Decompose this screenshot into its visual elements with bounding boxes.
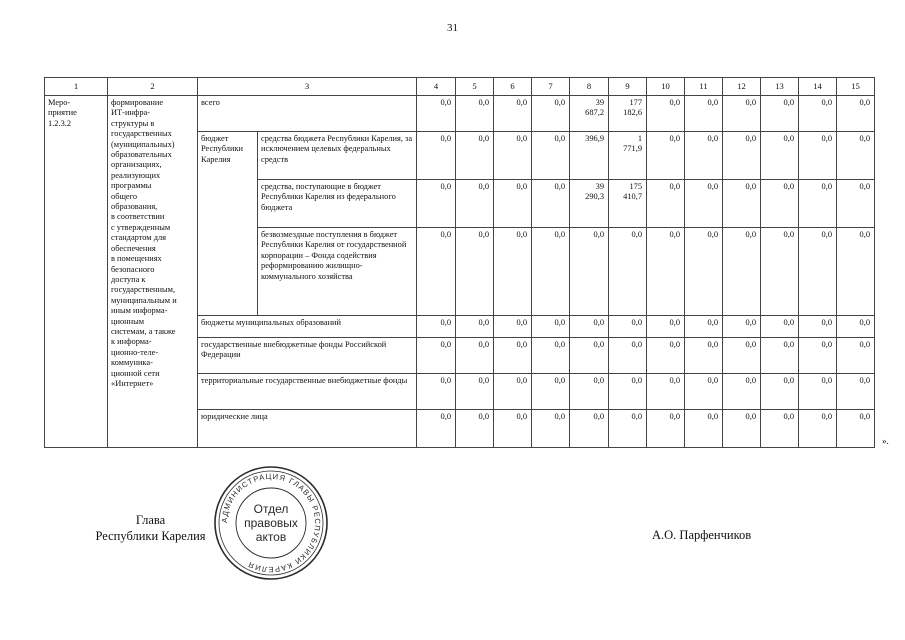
value-cell: 0,0 (799, 96, 837, 132)
value-cell: 0,0 (685, 132, 723, 180)
value-cell: 0,0 (532, 180, 570, 228)
value-cell: 0,0 (532, 338, 570, 374)
value-cell: 0,0 (799, 410, 837, 448)
value-cell: 0,0 (456, 132, 494, 180)
value-cell: 0,0 (647, 180, 685, 228)
budget-group-label: бюджет Республики Карелия (198, 132, 258, 316)
header-row (45, 78, 875, 96)
column-number: 7 (532, 78, 570, 96)
value-cell: 0,0 (570, 228, 609, 316)
value-cell: 0,0 (417, 132, 456, 180)
value-cell: 0,0 (456, 374, 494, 410)
column-number: 13 (761, 78, 799, 96)
value-cell: 0,0 (494, 96, 532, 132)
value-cell: 0,0 (609, 410, 647, 448)
value-cell: 0,0 (837, 316, 875, 338)
value-cell: 0,0 (723, 96, 761, 132)
value-cell: 0,0 (570, 410, 609, 448)
value-cell: 0,0 (494, 374, 532, 410)
value-cell: 0,0 (647, 338, 685, 374)
value-cell: 39 687,2 (570, 96, 609, 132)
table-row (45, 96, 875, 132)
value-cell: 0,0 (609, 338, 647, 374)
value-cell: 0,0 (837, 410, 875, 448)
funding-source-label: всего (198, 96, 417, 132)
funding-source-label: средства, поступающие в бюджет Республики Карелия из федерального бюджета (258, 180, 417, 228)
column-number: 9 (609, 78, 647, 96)
value-cell: 39 290,3 (570, 180, 609, 228)
funding-source-label: юридические лица (198, 410, 417, 448)
value-cell: 0,0 (609, 228, 647, 316)
value-cell: 0,0 (609, 316, 647, 338)
column-number: 14 (799, 78, 837, 96)
funding-source-label: территориальные государственные внебюджетные фонды (198, 374, 417, 410)
value-cell: 0,0 (761, 374, 799, 410)
column-number: 2 (108, 78, 198, 96)
value-cell: 0,0 (494, 132, 532, 180)
value-cell: 0,0 (723, 410, 761, 448)
value-cell: 0,0 (456, 96, 494, 132)
column-number: 10 (647, 78, 685, 96)
value-cell: 0,0 (456, 180, 494, 228)
value-cell: 0,0 (685, 410, 723, 448)
official-stamp (212, 464, 330, 582)
page-number: 31 (447, 22, 458, 34)
value-cell: 0,0 (456, 338, 494, 374)
value-cell: 0,0 (837, 228, 875, 316)
value-cell: 0,0 (723, 132, 761, 180)
value-cell: 0,0 (494, 410, 532, 448)
value-cell: 0,0 (456, 228, 494, 316)
stamp-center-line-2: правовых (244, 516, 298, 530)
value-cell: 177 182,6 (609, 96, 647, 132)
value-cell: 0,0 (494, 338, 532, 374)
value-cell: 0,0 (761, 180, 799, 228)
value-cell: 0,0 (417, 228, 456, 316)
value-cell: 0,0 (761, 96, 799, 132)
signature-title: Глава Республики Карелия (95, 513, 206, 543)
funding-source-label: средства бюджета Республики Карелия, за исключением целевых федеральных средств (258, 132, 417, 180)
value-cell: 0,0 (570, 374, 609, 410)
value-cell: 0,0 (685, 374, 723, 410)
value-cell: 0,0 (799, 180, 837, 228)
value-cell: 0,0 (685, 316, 723, 338)
value-cell: 0,0 (417, 316, 456, 338)
value-cell: 0,0 (532, 316, 570, 338)
value-cell: 0,0 (417, 96, 456, 132)
value-cell: 0,0 (837, 180, 875, 228)
value-cell: 0,0 (723, 338, 761, 374)
event-code: Меро- приятие 1.2.3.2 (45, 96, 108, 448)
column-number: 1 (45, 78, 108, 96)
value-cell: 0,0 (647, 316, 685, 338)
value-cell: 1 771,9 (609, 132, 647, 180)
value-cell: 0,0 (570, 338, 609, 374)
value-cell: 0,0 (685, 180, 723, 228)
value-cell: 0,0 (723, 180, 761, 228)
value-cell: 0,0 (837, 132, 875, 180)
value-cell: 0,0 (761, 132, 799, 180)
value-cell: 0,0 (494, 228, 532, 316)
table-body (45, 78, 875, 448)
value-cell: 0,0 (685, 96, 723, 132)
value-cell: 0,0 (647, 410, 685, 448)
value-cell: 0,0 (685, 228, 723, 316)
value-cell: 0,0 (532, 374, 570, 410)
value-cell: 0,0 (837, 374, 875, 410)
value-cell: 0,0 (417, 410, 456, 448)
value-cell: 0,0 (761, 338, 799, 374)
column-number: 3 (198, 78, 417, 96)
value-cell: 0,0 (494, 316, 532, 338)
funding-source-label: безвозмездные поступления в бюджет Республики Карелия от государственной корпорации – Фонда содействия реформированию жилищно-коммунального хозяйства (258, 228, 417, 316)
column-number: 11 (685, 78, 723, 96)
event-description: формирование ИТ-инфра- структуры в государственных (муниципальных) образовательных организациях, реализующих программы общего образования, в соответствии с утвержденным стандартом для обеспечения в помещениях безопасного доступа к государственным, муниципальным и иным информа- ционным системам, а также к информа- ционно-теле- коммуника- ционной сети «Интернет» (108, 96, 198, 448)
value-cell: 0,0 (723, 374, 761, 410)
stamp-center-line-1: Отдел (253, 502, 289, 516)
value-cell: 175 410,7 (609, 180, 647, 228)
value-cell: 0,0 (799, 228, 837, 316)
value-cell: 0,0 (647, 228, 685, 316)
funding-source-label: государственные внебюджетные фонды Российской Федерации (198, 338, 417, 374)
value-cell: 0,0 (570, 316, 609, 338)
value-cell: 0,0 (761, 316, 799, 338)
column-number: 6 (494, 78, 532, 96)
value-cell: 0,0 (417, 338, 456, 374)
stamp-center-line-3: актов (255, 530, 287, 544)
financing-table (44, 77, 875, 448)
value-cell: 0,0 (647, 374, 685, 410)
value-cell: 0,0 (456, 410, 494, 448)
column-number: 12 (723, 78, 761, 96)
value-cell: 0,0 (532, 228, 570, 316)
value-cell: 0,0 (723, 228, 761, 316)
value-cell: 0,0 (532, 96, 570, 132)
value-cell: 0,0 (609, 374, 647, 410)
value-cell: 0,0 (837, 338, 875, 374)
value-cell: 0,0 (837, 96, 875, 132)
value-cell: 0,0 (417, 374, 456, 410)
value-cell: 0,0 (761, 228, 799, 316)
value-cell: 0,0 (532, 132, 570, 180)
funding-source-label: бюджеты муниципальных образований (198, 316, 417, 338)
value-cell: 396,9 (570, 132, 609, 180)
closing-quote: ». (882, 436, 889, 446)
value-cell: 0,0 (685, 338, 723, 374)
value-cell: 0,0 (761, 410, 799, 448)
stamp-ring-textpath: АДМИНИСТРАЦИЯ ГЛАВЫ РЕСПУБЛИКИ КАРЕЛИЯ (219, 471, 323, 575)
column-number: 4 (417, 78, 456, 96)
value-cell: 0,0 (417, 180, 456, 228)
signature-name: А.О. Парфенчиков (652, 528, 752, 542)
value-cell: 0,0 (799, 132, 837, 180)
value-cell: 0,0 (494, 180, 532, 228)
value-cell: 0,0 (799, 316, 837, 338)
value-cell: 0,0 (723, 316, 761, 338)
value-cell: 0,0 (647, 96, 685, 132)
value-cell: 0,0 (532, 410, 570, 448)
column-number: 5 (456, 78, 494, 96)
value-cell: 0,0 (456, 316, 494, 338)
value-cell: 0,0 (647, 132, 685, 180)
column-number: 15 (837, 78, 875, 96)
value-cell: 0,0 (799, 338, 837, 374)
value-cell: 0,0 (799, 374, 837, 410)
column-number: 8 (570, 78, 609, 96)
